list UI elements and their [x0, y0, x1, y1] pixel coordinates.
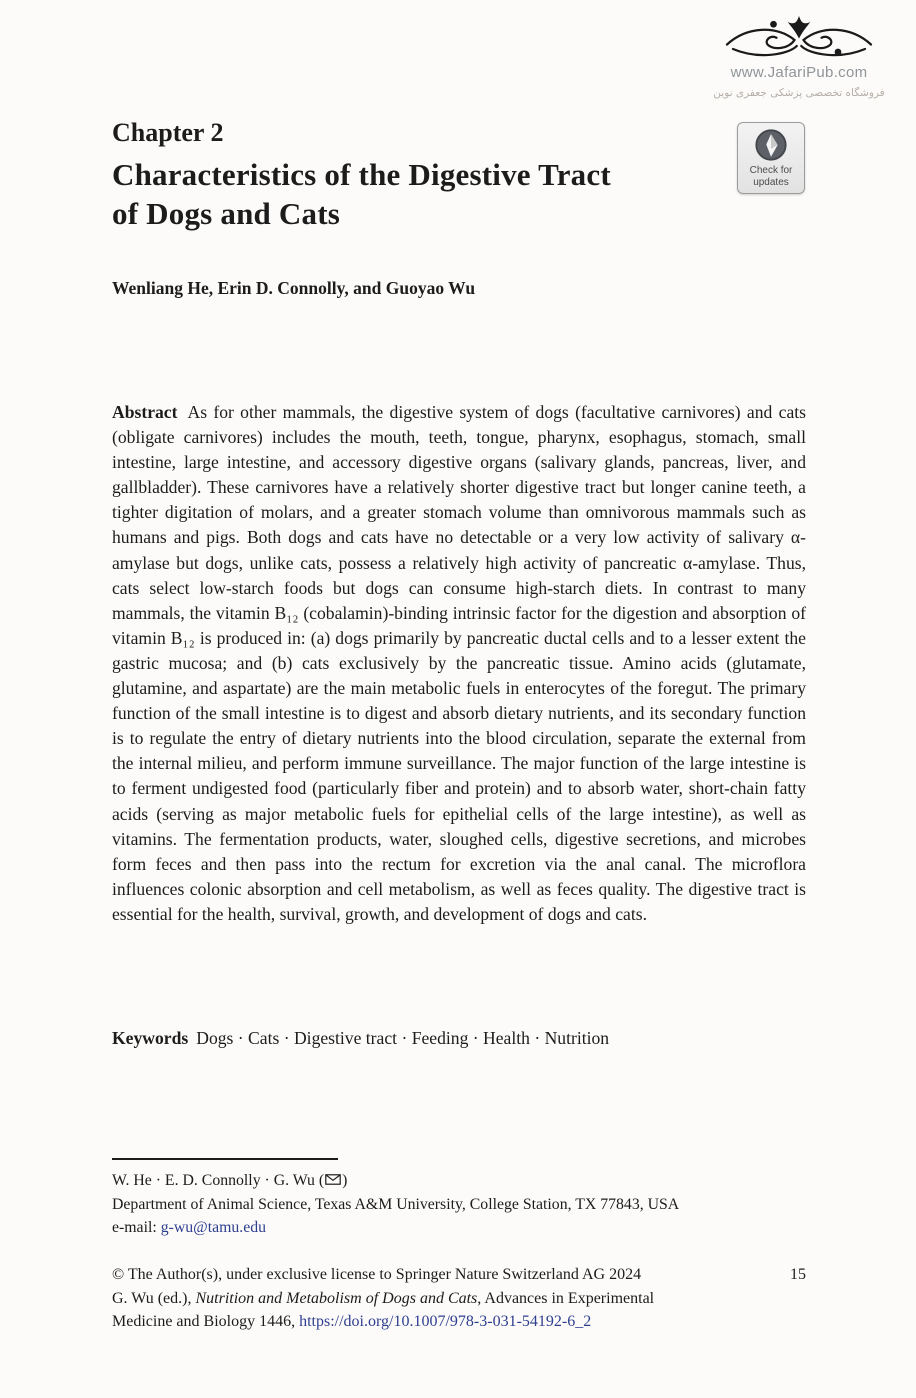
- keywords-text: Dogs · Cats · Digestive tract · Feeding · Health · Nutrition: [196, 1028, 610, 1048]
- calligraphy-logo-icon: [724, 8, 874, 66]
- footnote-email-line: [112, 1216, 806, 1240]
- chapter-title-line2: of Dogs and Cats: [112, 196, 340, 231]
- footer-line1: [112, 1263, 806, 1287]
- footnote-affiliation: Department of Animal Science, Texas A&M University, College Station, TX 77843, USA: [112, 1195, 680, 1213]
- keywords-label: Keywords: [112, 1028, 189, 1048]
- chapter-title-line1: Characteristics of the Digestive Tract: [112, 157, 611, 192]
- abstract-paragraph: [112, 400, 806, 927]
- publisher-logo: [688, 8, 910, 99]
- copyright-text: © The Author(s), under exclusive license to Springer Nature Switzerland AG 2024: [112, 1266, 642, 1283]
- series-text2: Medicine and Biology 1446,: [112, 1313, 300, 1330]
- footer-line3: [112, 1310, 806, 1334]
- book-title: Nutrition and Metabolism of Dogs and Cats: [195, 1289, 478, 1307]
- editor-text: G. Wu (ed.),: [112, 1289, 196, 1307]
- series-text: , Advances in Experimental: [477, 1289, 655, 1307]
- chapter-title: [112, 155, 806, 233]
- logo-url-text: www.JafariPub.com: [730, 64, 868, 81]
- email-envelope-icon: [325, 1174, 341, 1185]
- doi-link[interactable]: https://doi.org/10.1007/978-3-031-54192-6_2: [299, 1313, 592, 1330]
- footer-line2: [112, 1287, 806, 1311]
- footnote-authors: [112, 1169, 806, 1193]
- footnote-authors-suffix: ): [342, 1172, 348, 1189]
- badge-line1: Check for: [749, 165, 793, 176]
- logo-tagline-farsi: فروشگاه تخصصی پزشکی جعفری نوین: [713, 87, 885, 99]
- email-link[interactable]: g-wu@tamu.edu: [160, 1219, 267, 1236]
- email-label: e-mail:: [112, 1219, 161, 1236]
- chapter-content: [112, 118, 806, 1380]
- badge-line2: updates: [753, 176, 789, 188]
- chapter-number: Chapter 2: [112, 118, 224, 147]
- footnote-divider: [112, 1158, 338, 1160]
- abstract-label: Abstract: [112, 402, 178, 422]
- authors-line: Wenliang He, Erin D. Connolly, and Guoyao Wu: [112, 278, 476, 298]
- abstract-text: As for other mammals, the digestive system of dogs (facultative carnivores) and cats (obligate carnivores) includes the mouth, teeth, tongue, pharynx, esophagus, stomach, small intestine, large intestine, and accessory digestive organs (salivary glands, pancreas, liver, and gallbladder). These carnivores have a relatively shorter digestive tract but longer canine teeth, a tighter digitation of molars, and a greater stomach volume than omnivorous mammals such as humans and pigs. Both dogs and cats have no detectable or a very low activity of salivary α-amylase but dogs, unlike cats, possess a relatively high activity of pancreatic α-amylase. Thus, cats select low-starch foods but dogs can consume high-starch diets. In contrast to many mammals, the vitamin B₁₂ (cobalamin)-binding intrinsic factor for the digestion and absorption of vitamin B₁₂ is produced in: (a) dogs primarily by pancreatic ductal cells and to a lesser extent the gastric mucosa; and (b) cats exclusively by the pancreatic tissue. Amino acids (glutamate, glutamine, and aspartate) are the main metabolic fuels in enterocytes of the foregut. The primary function of the small intestine is to digest and absorb dietary nutrients, and its secondary function is to regulate the entry of dietary nutrients into the blood circulation, separate the external from the internal milieu, and perform immune surveillance. The major function of the large intestine is to ferment undigested food (particularly fiber and protein) and to absorb water, short-chain fatty acids (serving as major metabolic fuels for epithelial cells of the large intestine), as well as vitamins. The fermentation products, water, sloughed cells, digestive secretions, and microbes form feces and then pass into the rectum for excretion via the anal canal. The microflora influences colonic absorption and cell metabolism, as well as feces quality. The digestive tract is essential for the health, survival, growth, and development of dogs and cats.: [112, 402, 806, 924]
- page-number: 15: [790, 1266, 806, 1283]
- keywords-line: [112, 1028, 806, 1049]
- footnote-authors-prefix: W. He · E. D. Connolly · G. Wu (: [112, 1172, 325, 1189]
- footnote-block: [112, 1169, 806, 1240]
- copyright-footer: [112, 1263, 806, 1334]
